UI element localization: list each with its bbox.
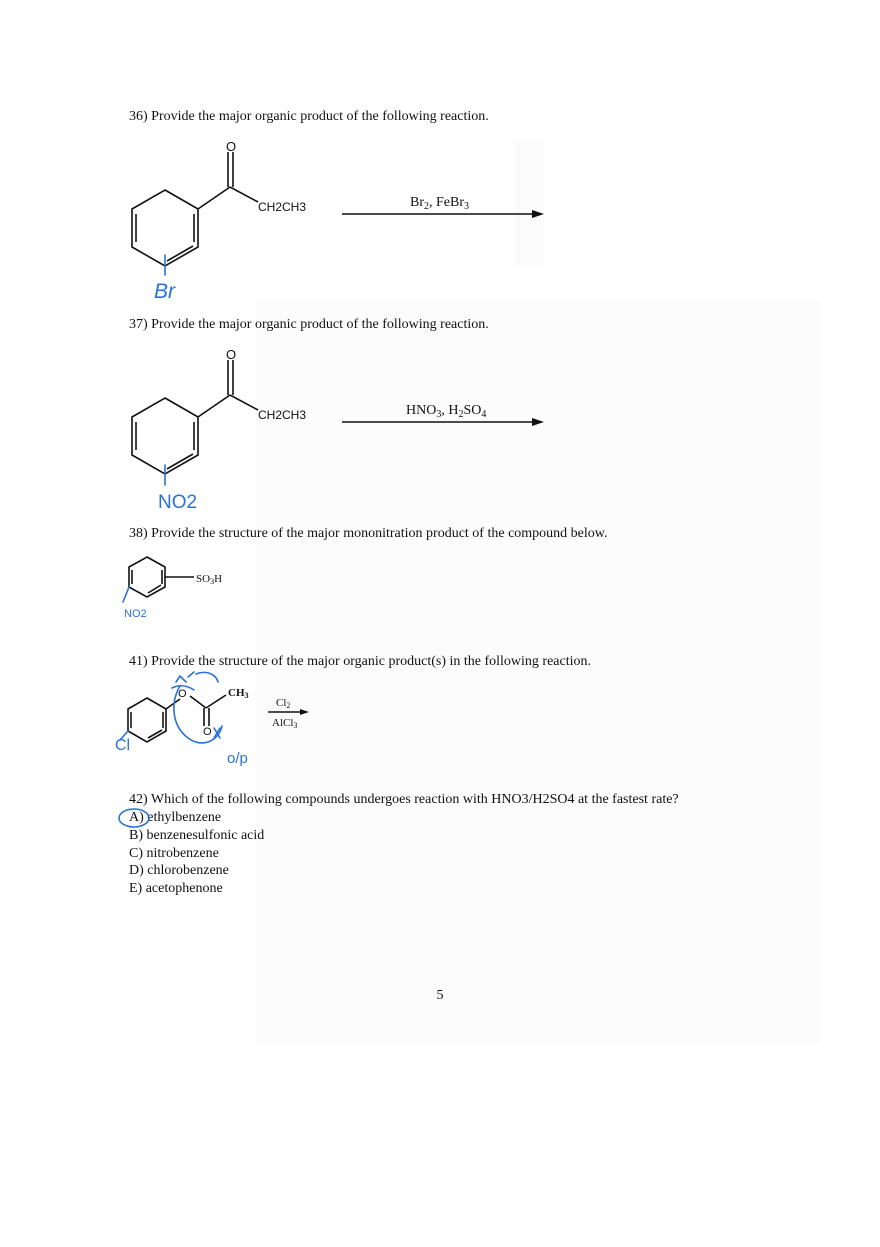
option-b[interactable]: B) benzenesulfonic acid — [129, 828, 265, 843]
ethyl-group-label: CH2CH3 — [258, 200, 307, 214]
sulfonic-acid-label: SO3H — [196, 573, 223, 586]
question-36-diagram — [110, 135, 570, 305]
option-a[interactable]: A) ethylbenzene — [129, 810, 222, 825]
svg-text:O: O — [226, 139, 237, 154]
reagent-bottom-label: AlCl3 — [272, 717, 298, 730]
question-41-prompt: 41) Provide the structure of the major organic product(s) in the following reaction. — [129, 654, 591, 669]
svg-text:O: O — [226, 347, 237, 362]
reagent-top-label: Cl2 — [276, 697, 291, 710]
question-36-prompt: 36) Provide the major organic product of the following reaction. — [129, 109, 489, 124]
ethyl-group-label: CH2CH3 — [258, 408, 307, 422]
option-e[interactable]: E) acetophenone — [129, 881, 223, 896]
handwritten-answer: NO2 — [124, 608, 147, 620]
answer-circle-mark — [116, 805, 156, 831]
option-c[interactable]: C) nitrobenzene — [129, 846, 219, 861]
question-37-prompt: 37) Provide the major organic product of the following reaction. — [129, 317, 489, 332]
question-42-prompt: 42) Which of the following compounds undergoes reaction with HNO3/H2SO4 at the fastest rate? — [129, 792, 679, 807]
option-d[interactable]: D) chlorobenzene — [129, 863, 229, 878]
carbonyl-oxygen-label: O — [203, 726, 212, 738]
handwritten-answer: NO2 — [158, 492, 198, 513]
question-38-diagram — [110, 550, 270, 630]
methyl-label: CH3 — [228, 687, 249, 700]
ester-oxygen-label: O — [178, 688, 187, 700]
handwritten-note: o/p — [227, 750, 248, 767]
question-37-diagram — [110, 343, 570, 518]
handwritten-answer: Br — [154, 280, 175, 303]
question-41-diagram — [110, 668, 340, 773]
page-number: 5 — [436, 988, 444, 1003]
reagent-label: $HNO_3$, $H_2SO_4$ — [406, 403, 487, 420]
question-38-prompt: 38) Provide the structure of the major mononitration product of the compound below. — [129, 526, 608, 541]
handwritten-answer: Cl — [115, 737, 131, 754]
reagent-label: $Br_2$, FeBr$_3$ — [410, 195, 469, 212]
